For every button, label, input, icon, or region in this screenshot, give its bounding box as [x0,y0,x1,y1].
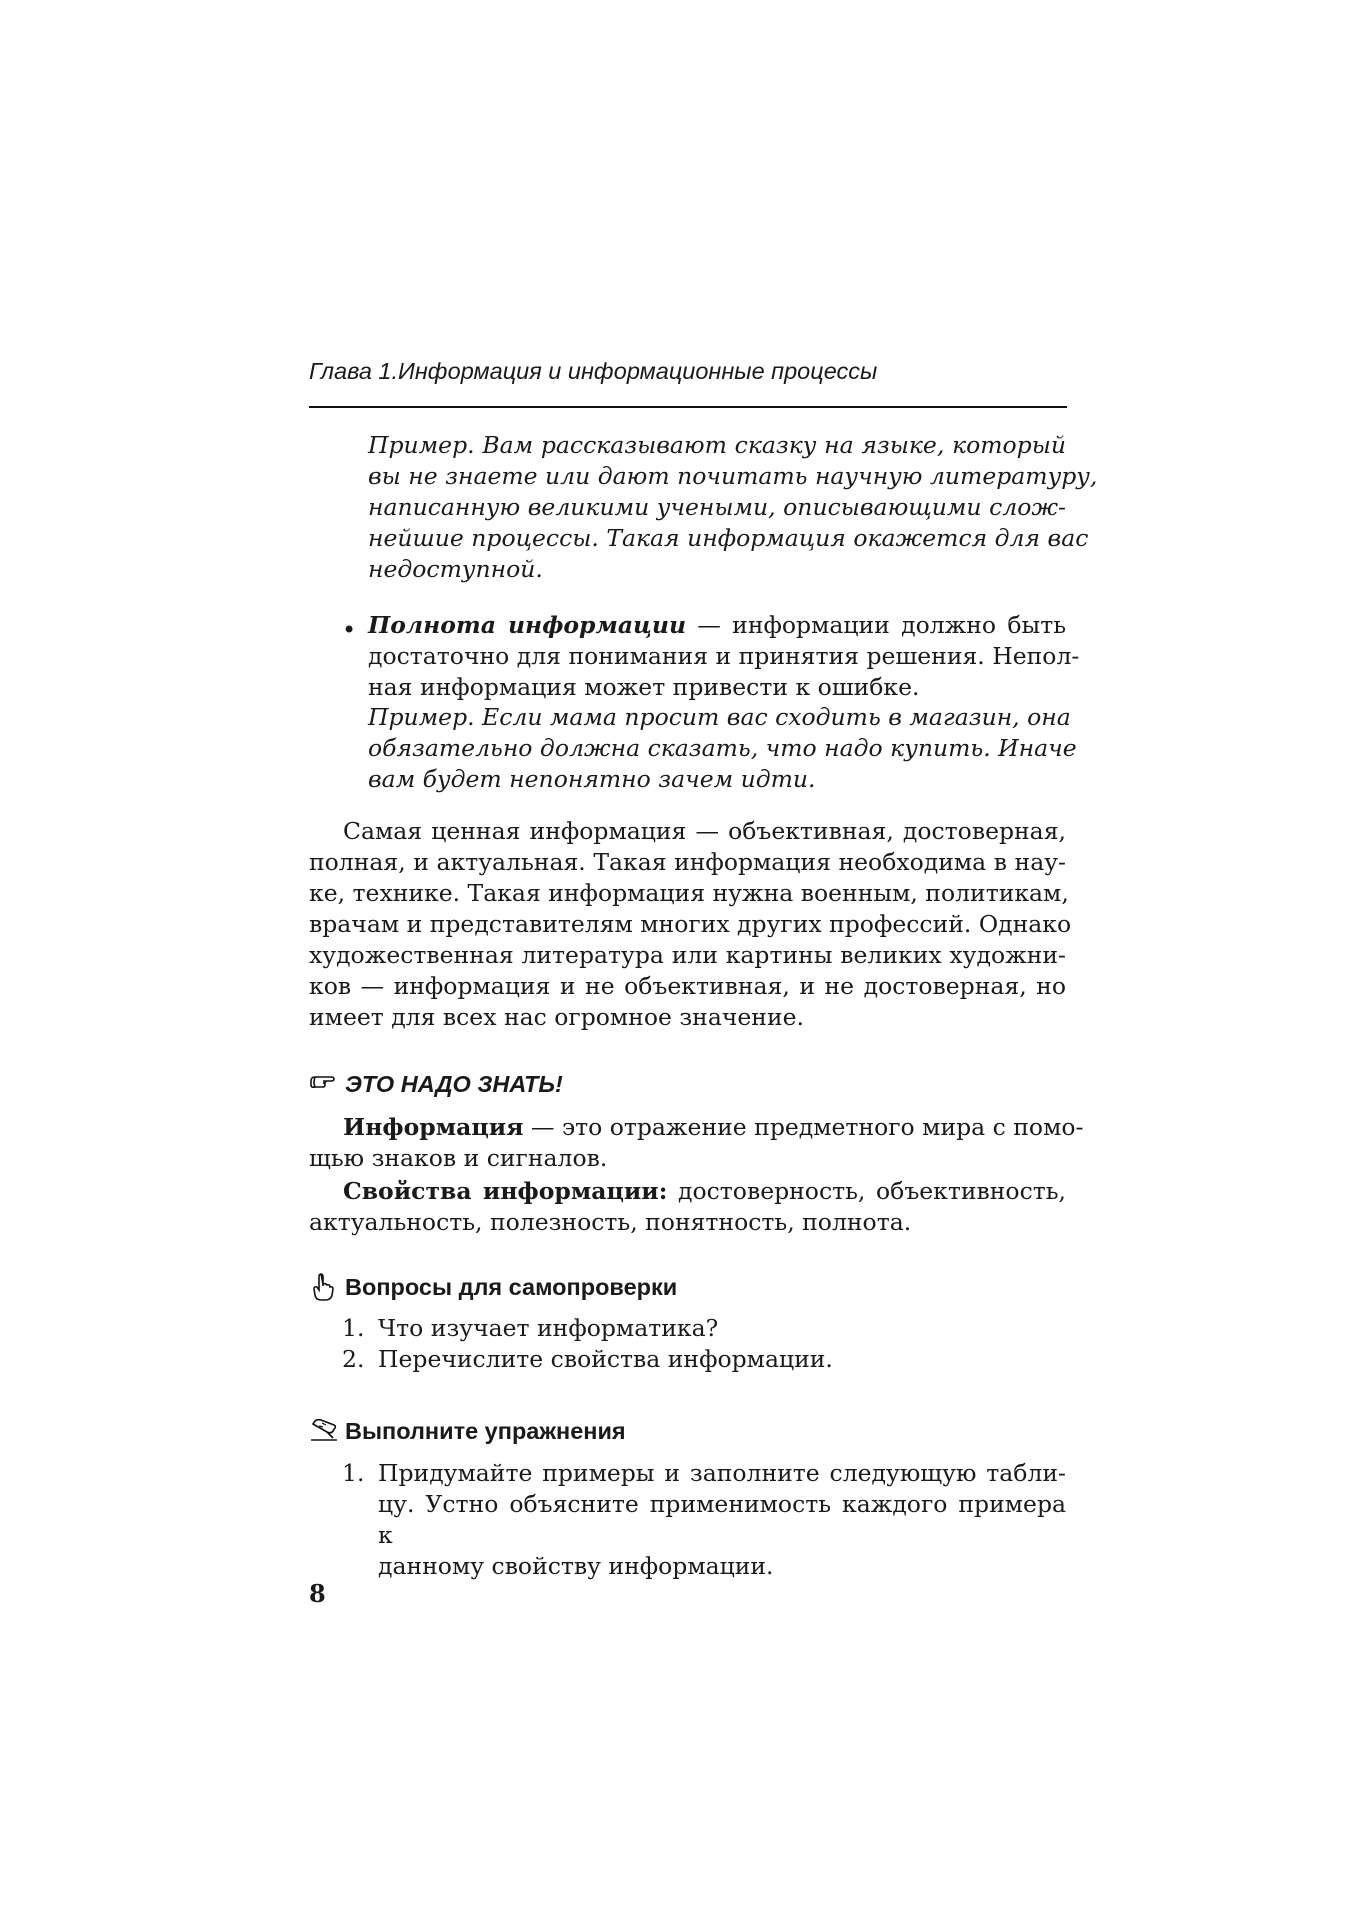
text-line: Самая ценная информация — объективная, достоверная, [343,817,1066,845]
item-number: 2. [342,1345,365,1373]
text-line: вы не знаете или дают почитать научную литературу, [368,462,1098,490]
text-line: актуальность, полезность, понятность, полнота. [309,1208,912,1236]
bullet-first-line-rest: — информации должно быть [686,611,1066,639]
item-number: 1. [342,1459,365,1487]
definitions [309,1112,1084,1238]
bullet-completeness [368,610,1080,703]
text-line: врачам и представителям многих других профессий. Однако [309,910,1072,938]
running-header: Глава 1.Информация и информационные процессы [309,358,878,384]
text-line: художественная литература или картины великих художни- [309,941,1066,969]
text-line: Пример. Если мама просит вас сходить в магазин, она [368,703,1071,731]
text-line: полная, и актуальная. Такая информация необходима в нау- [309,848,1066,876]
definition-term: Свойства информации: [343,1177,668,1205]
definition-text: достоверность, объективность, [667,1177,1066,1205]
list-item [342,1458,1066,1582]
item-text: Что изучает информатика? [378,1314,719,1342]
item-text: Перечислите свойства информации. [378,1345,833,1373]
text-line: ке, технике. Такая информация нужна военным, политикам, [309,879,1069,907]
questions-heading [309,1272,677,1302]
header-rule [309,406,1067,408]
example-completeness [368,702,1077,795]
must-know-title: ЭТО НАДО ЗНАТЬ! [345,1070,563,1097]
exercises-title: Выполните упражнения [345,1417,626,1444]
pointing-hand-icon [309,1069,339,1099]
text-line: Пример. Вам рассказывают сказку на языке, который [368,431,1066,459]
definition-text: — это отражение предметного мира с помо- [523,1113,1084,1141]
text-line: Придумайте примеры и заполните следующую табли- [378,1459,1066,1487]
text-line: ков — информация и не объективная, и не достоверная, но [309,972,1066,1000]
must-know-heading [309,1069,563,1099]
page-number: 8 [309,1579,326,1608]
questions-list [342,1313,1066,1375]
text-line [309,1176,1066,1207]
exercises-heading [309,1416,626,1446]
text-line: вам будет непонятно зачем идти. [368,765,816,793]
text-line: данному свойству информации. [378,1552,774,1580]
exercises-list [342,1458,1066,1582]
text-line: ная информация может привести к ошибке. [368,673,920,701]
writing-hand-icon [309,1416,339,1446]
text-line [368,610,1066,641]
item-number: 1. [342,1314,365,1342]
questions-title: Вопросы для самопроверки [345,1273,678,1300]
body-paragraph [309,816,1072,1033]
text-line: нейшие процессы. Такая информация окажется для вас [368,524,1089,552]
text-line: имеет для всех нас огромное значение. [309,1003,805,1031]
list-item [342,1313,1066,1344]
text-line [309,1112,1084,1143]
bullet-term: Полнота информации [368,611,687,639]
example-accessibility [368,430,1098,585]
raised-finger-icon [309,1272,339,1302]
list-item [342,1344,1066,1375]
text-line: недоступной. [368,555,543,583]
bullet-marker: • [342,616,357,644]
text-line: достаточно для понимания и принятия решения. Непол- [368,642,1080,670]
text-line: цу. Устно объясните применимость каждого примера к [378,1490,1066,1549]
definition-term: Информация [343,1113,524,1141]
text-line: щью знаков и сигналов. [309,1144,608,1172]
text-line: написанную великими учеными, описывающими слож- [368,493,1066,521]
text-line: обязательно должна сказать, что надо купить. Иначе [368,734,1077,762]
